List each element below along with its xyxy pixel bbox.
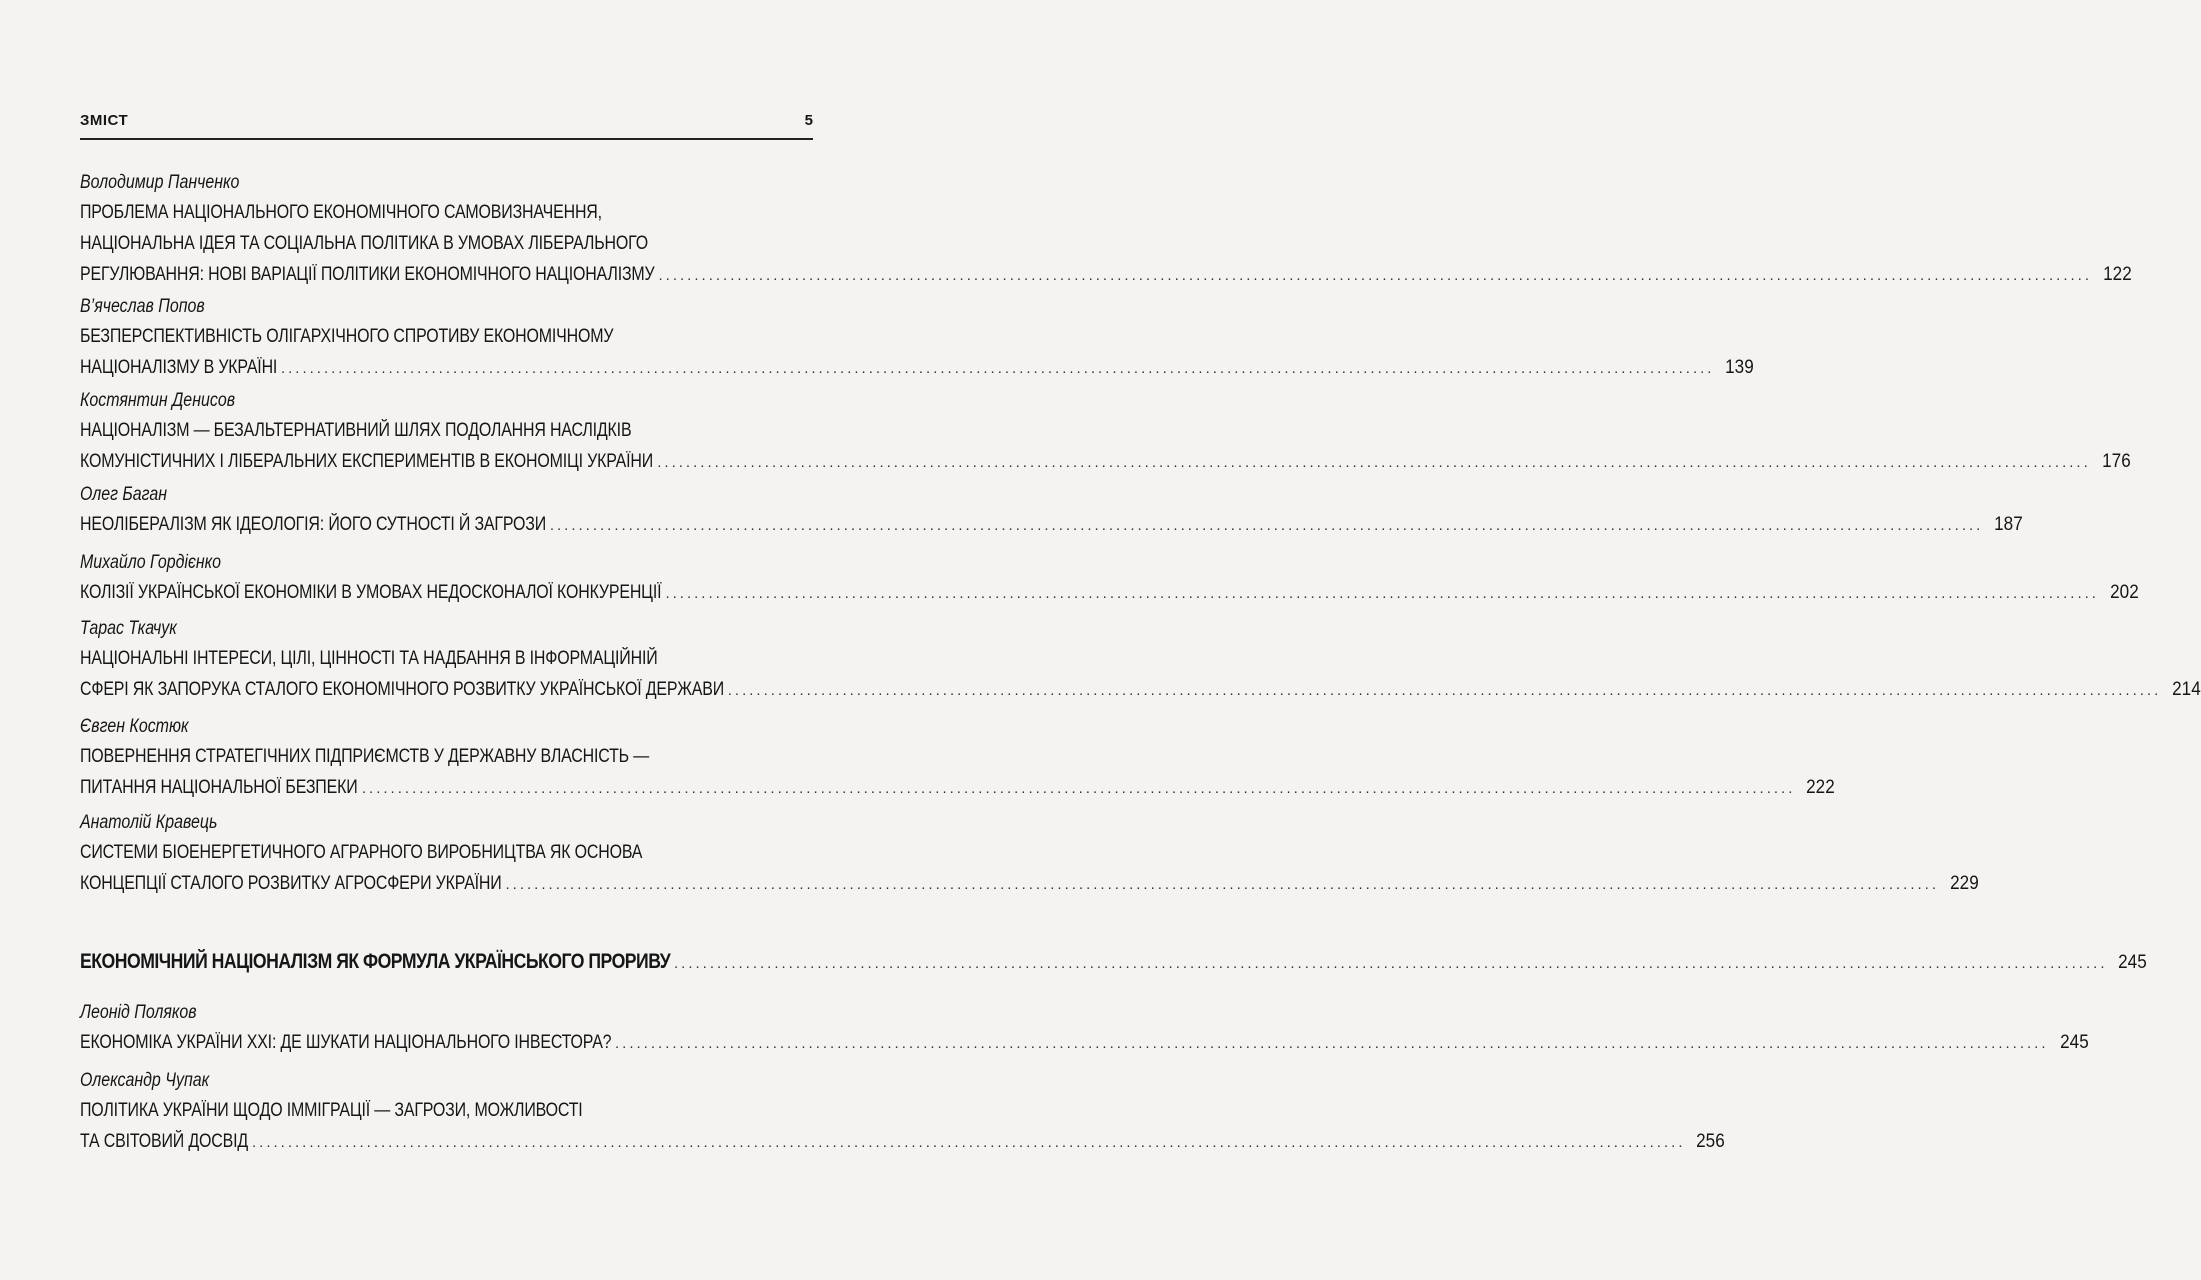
section-title-line bbox=[80, 946, 2148, 977]
entry-title-text: НАЦІОНАЛІЗМУ В УКРАЇНІ bbox=[80, 357, 278, 378]
entry-page-number: 139 bbox=[1725, 357, 1755, 378]
entry-page-number: 202 bbox=[2110, 582, 2139, 603]
toc-page bbox=[80, 0, 2201, 1280]
header-title: ЗМІСТ bbox=[80, 112, 129, 129]
leader-dots: ........................................................................................................................................................................................................ bbox=[361, 780, 1796, 797]
leader-dots: ........................................................................................................................................................................................................ bbox=[615, 1035, 2049, 1052]
entry-title-text: РЕГУЛЮВАННЯ: НОВІ ВАРІАЦІЇ ПОЛІТИКИ ЕКОНОМІЧНОГО НАЦІОНАЛІЗМУ bbox=[80, 264, 655, 285]
header-rule bbox=[80, 138, 813, 140]
toc-entry bbox=[80, 808, 1979, 899]
entry-title-line: БЕЗПЕРСПЕКТИВНІСТЬ ОЛІГАРХІЧНОГО СПРОТИВУ ЕКОНОМІЧНОМУ bbox=[80, 326, 614, 347]
entry-page-number: 245 bbox=[2059, 1032, 2089, 1053]
entry-title-line: ПОЛІТИКА УКРАЇНИ ЩОДО ІММІГРАЦІЇ — ЗАГРОЗИ, МОЖЛИВОСТІ bbox=[80, 1100, 583, 1121]
entry-author: Леонід Поляков bbox=[80, 1002, 197, 1023]
leader-dots: ........................................................................................................................................................................................................ bbox=[280, 360, 1715, 377]
entry-page-number: 256 bbox=[1696, 1131, 1726, 1152]
entry-title-last-line bbox=[80, 868, 1979, 899]
leader-dots: ........................................................................................................................................................................................................ bbox=[657, 454, 2091, 471]
entry-title-text: ТА СВІТОВИЙ ДОСВІД bbox=[80, 1131, 248, 1152]
toc-entry bbox=[80, 168, 2132, 290]
section-title: ЕКОНОМІЧНИЙ НАЦІОНАЛІЗМ ЯК ФОРМУЛА УКРАЇНСЬКОГО ПРОРИВУ bbox=[80, 950, 671, 973]
section-page-number: 245 bbox=[2118, 952, 2148, 973]
entry-title-last-line bbox=[80, 772, 1836, 803]
leader-dots: ........................................................................................................................................................................................................ bbox=[251, 1134, 1686, 1151]
entry-title-last-line bbox=[80, 509, 2024, 540]
toc-section bbox=[80, 946, 2148, 977]
entry-author: Євген Костюк bbox=[80, 716, 189, 737]
entry-title-line: ПРОБЛЕМА НАЦІОНАЛЬНОГО ЕКОНОМІЧНОГО САМОВИЗНАЧЕННЯ, bbox=[80, 202, 602, 223]
toc-entry bbox=[80, 292, 1755, 383]
entry-page-number: 122 bbox=[2103, 264, 2132, 285]
entry-title-text: КОМУНІСТИЧНИХ І ЛІБЕРАЛЬНИХ ЕКСПЕРИМЕНТІВ В ЕКОНОМІЦІ УКРАЇНИ bbox=[80, 451, 654, 472]
leader-dots: ........................................................................................................................................................................................................ bbox=[673, 955, 2108, 972]
entry-title-text: ЕКОНОМІКА УКРАЇНИ XXI: ДЕ ШУКАТИ НАЦІОНАЛЬНОГО ІНВЕСТОРА? bbox=[80, 1032, 612, 1053]
entry-author: Олег Баган bbox=[80, 484, 168, 505]
entry-title-last-line bbox=[80, 446, 2131, 477]
leader-dots: ........................................................................................................................................................................................................ bbox=[549, 517, 1984, 534]
entry-title-text: КОНЦЕПЦІЇ СТАЛОГО РОЗВИТКУ АГРОСФЕРИ УКРАЇНИ bbox=[80, 873, 502, 894]
entry-title-text: СФЕРІ ЯК ЗАПОРУКА СТАЛОГО ЕКОНОМІЧНОГО РОЗВИТКУ УКРАЇНСЬКОЇ ДЕРЖАВИ bbox=[80, 679, 725, 700]
entry-author: Анатолій Кравець bbox=[80, 812, 218, 833]
entry-title-line: СИСТЕМИ БІОЕНЕРГЕТИЧНОГО АГРАРНОГО ВИРОБНИЦТВА ЯК ОСНОВА bbox=[80, 842, 643, 863]
entry-page-number: 214 bbox=[2172, 679, 2201, 700]
leader-dots: ........................................................................................................................................................................................................ bbox=[665, 585, 2099, 602]
entry-author: Тарас Ткачук bbox=[80, 618, 177, 639]
entry-page-number: 229 bbox=[1950, 873, 1979, 894]
leader-dots: ........................................................................................................................................................................................................ bbox=[505, 876, 1940, 893]
entry-page-number: 176 bbox=[2101, 451, 2131, 472]
toc-entry bbox=[80, 1066, 1726, 1157]
header-page-number: 5 bbox=[804, 112, 813, 129]
leader-dots: ........................................................................................................................................................................................................ bbox=[727, 682, 2162, 699]
entry-title-line: НАЦІОНАЛІЗМ — БЕЗАЛЬТЕРНАТИВНИЙ ШЛЯХ ПОДОЛАННЯ НАСЛІДКІВ bbox=[80, 420, 632, 441]
toc-entry bbox=[80, 548, 2139, 608]
entry-title-text: НЕОЛІБЕРАЛІЗМ ЯК ІДЕОЛОГІЯ: ЙОГО СУТНОСТІ Й ЗАГРОЗИ bbox=[80, 514, 547, 535]
entry-author: В’ячеслав Попов bbox=[80, 296, 205, 317]
entry-title-text: КОЛІЗІЇ УКРАЇНСЬКОЇ ЕКОНОМІКИ В УМОВАХ НЕДОСКОНАЛОЇ КОНКУРЕНЦІЇ bbox=[80, 582, 662, 603]
entry-title-line: ПОВЕРНЕННЯ СТРАТЕГІЧНИХ ПІДПРИЄМСТВ У ДЕРЖАВНУ ВЛАСНІСТЬ — bbox=[80, 746, 650, 767]
entry-title-line: НАЦІОНАЛЬНА ІДЕЯ ТА СОЦІАЛЬНА ПОЛІТИКА В УМОВАХ ЛІБЕРАЛЬНОГО bbox=[80, 233, 648, 254]
entry-title-last-line bbox=[80, 1126, 1726, 1157]
entry-title-last-line bbox=[80, 352, 1755, 383]
toc-entry bbox=[80, 480, 2024, 540]
entry-title-last-line bbox=[80, 577, 2139, 608]
toc-entry bbox=[80, 386, 2131, 477]
leader-dots: ........................................................................................................................................................................................................ bbox=[658, 267, 2093, 284]
entry-author: Володимир Панченко bbox=[80, 172, 240, 193]
entry-page-number: 222 bbox=[1806, 777, 1836, 798]
entry-author: Олександр Чупак bbox=[80, 1070, 210, 1091]
entry-page-number: 187 bbox=[1994, 514, 2024, 535]
toc-entry bbox=[80, 998, 2089, 1058]
entry-title-text: ПИТАННЯ НАЦІОНАЛЬНОЇ БЕЗПЕКИ bbox=[80, 777, 358, 798]
toc-entry bbox=[80, 614, 2201, 705]
entry-title-line: НАЦІОНАЛЬНІ ІНТЕРЕСИ, ЦІЛІ, ЦІННОСТІ ТА НАДБАННЯ В ІНФОРМАЦІЙНІЙ bbox=[80, 648, 658, 669]
toc-entry bbox=[80, 712, 1836, 803]
entry-title-last-line bbox=[80, 259, 2132, 290]
entry-author: Костянтин Денисов bbox=[80, 390, 236, 411]
entry-title-last-line bbox=[80, 1027, 2089, 1058]
entry-title-last-line bbox=[80, 674, 2201, 705]
entry-author: Михайло Гордієнко bbox=[80, 552, 222, 573]
running-header bbox=[80, 112, 813, 134]
